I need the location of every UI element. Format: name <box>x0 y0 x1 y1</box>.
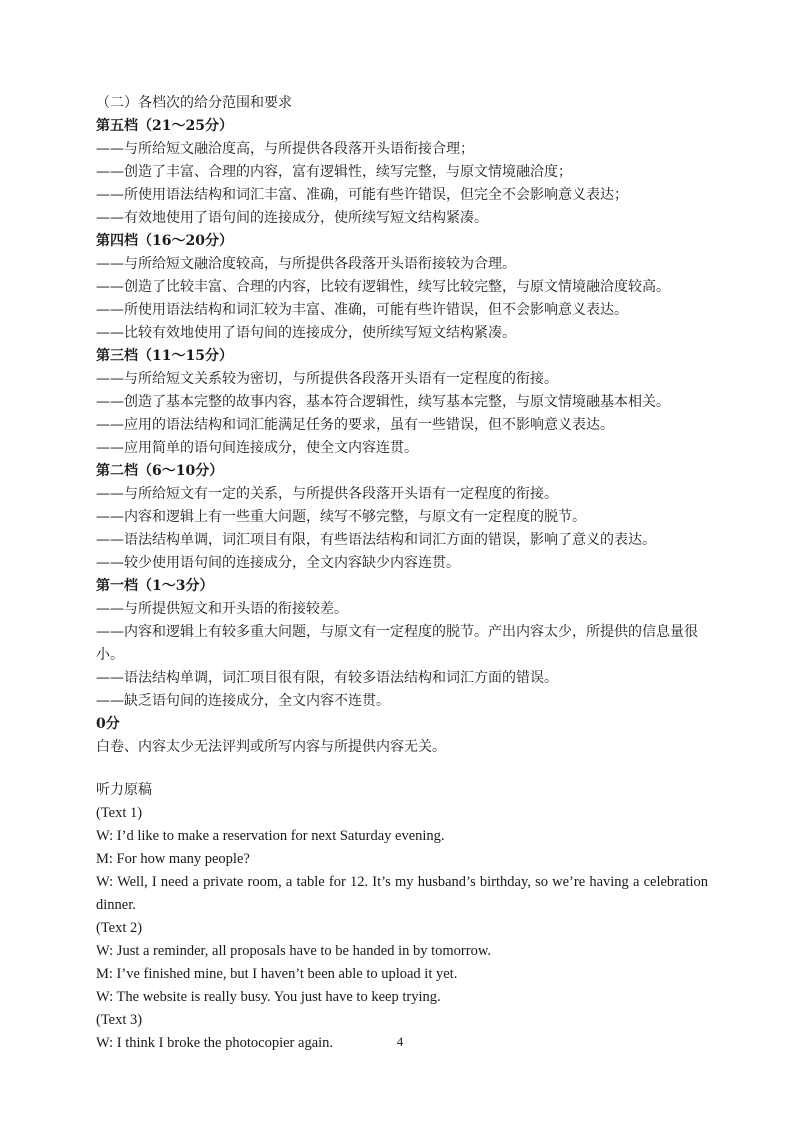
dialogue-line: W: The website is really busy. You just have to keep trying. <box>96 989 441 1005</box>
tier-item: ——应用的语法结构和词汇能满足任务的要求，虽有一些错误，但不影响意义表达。 <box>96 417 614 433</box>
dialogue-line: W: Just a reminder, all proposals have to be handed in by tomorrow. <box>96 943 491 959</box>
transcript-heading: 听力原稿 <box>96 782 152 798</box>
tier-title: 第二档（6～10分） <box>96 463 224 479</box>
dialogue-line: W: Well, I need a private room, a table for 12. It’s my husband’s birthday, so we’re having a celebration dinner. <box>96 874 708 913</box>
tier-item: ——与所给短文融洽度高，与所提供各段落开头语衔接合理； <box>96 141 474 157</box>
tier-item: ——内容和逻辑上有较多重大问题，与原文有一定程度的脱节。产出内容太少，所提供的信息量很小。 <box>96 624 698 663</box>
tier-item: ——与所给短文有一定的关系，与所提供各段落开头语有一定程度的衔接。 <box>96 486 558 502</box>
tier-item: ——与所提供短文和开头语的衔接较差。 <box>96 601 348 617</box>
tier-item: ——与所给短文关系较为密切，与所提供各段落开头语有一定程度的衔接。 <box>96 371 558 387</box>
zero-score-text: 白卷、内容太少无法评判或所写内容与所提供内容无关。 <box>96 739 446 755</box>
text-label: (Text 1) <box>96 805 143 821</box>
tier-item: ——有效地使用了语句间的连接成分，使所续写短文结构紧凑。 <box>96 210 488 226</box>
tier-title: 第四档（16～20分） <box>96 233 233 249</box>
tier-item: ——创造了丰富、合理的内容，富有逻辑性，续写完整，与原文情境融洽度； <box>96 164 572 180</box>
tier-item: ——创造了基本完整的故事内容，基本符合逻辑性，续写基本完整，与原文情境融基本相关。 <box>96 394 670 410</box>
page-number: 4 <box>396 1034 404 1049</box>
dialogue-line: M: I’ve finished mine, but I haven’t been able to upload it yet. <box>96 966 458 982</box>
text-label: (Text 2) <box>96 920 143 936</box>
text-label: (Text 3) <box>96 1012 143 1028</box>
tier-item: ——比较有效地使用了语句间的连接成分，使所续写短文结构紧凑。 <box>96 325 516 341</box>
tier-title: 第三档（11～15分） <box>96 348 233 364</box>
tier-item: ——所使用语法结构和词汇丰富、准确，可能有些许错误，但完全不会影响意义表达； <box>96 187 628 203</box>
zero-score-title: 0分 <box>96 716 120 732</box>
tier-item: ——所使用语法结构和词汇较为丰富、准确，可能有些许错误，但不会影响意义表达。 <box>96 302 628 318</box>
page-content <box>96 92 708 1055</box>
dialogue-line: M: For how many people? <box>96 851 250 867</box>
section-spacer <box>96 759 708 779</box>
tier-item: ——创造了比较丰富、合理的内容，比较有逻辑性，续写比较完整，与原文情境融洽度较高。 <box>96 279 670 295</box>
tier-title: 第五档（21～25分） <box>96 118 233 134</box>
tier-item: ——语法结构单调，词汇项目有限，有些语法结构和词汇方面的错误，影响了意义的表达。 <box>96 532 656 548</box>
tier-title: 第一档（1～3分） <box>96 578 214 594</box>
dialogue-line: W: I think I broke the photocopier again. <box>96 1035 334 1051</box>
tier-item: ——较少使用语句间的连接成分，全文内容缺少内容连贯。 <box>96 555 460 571</box>
tier-item: ——内容和逻辑上有一些重大问题，续写不够完整，与原文有一定程度的脱节。 <box>96 509 586 525</box>
tier-item: ——语法结构单调，词汇项目很有限，有较多语法结构和词汇方面的错误。 <box>96 670 558 686</box>
tier-item: ——与所给短文融洽度较高，与所提供各段落开头语衔接较为合理。 <box>96 256 516 272</box>
dialogue-line: W: I’d like to make a reservation for next Saturday evening. <box>96 828 445 844</box>
tier-item: ——应用简单的语句间连接成分，使全文内容连贯。 <box>96 440 418 456</box>
tier-item: ——缺乏语句间的连接成分，全文内容不连贯。 <box>96 693 390 709</box>
section-heading: （二）各档次的给分范围和要求 <box>96 95 292 111</box>
